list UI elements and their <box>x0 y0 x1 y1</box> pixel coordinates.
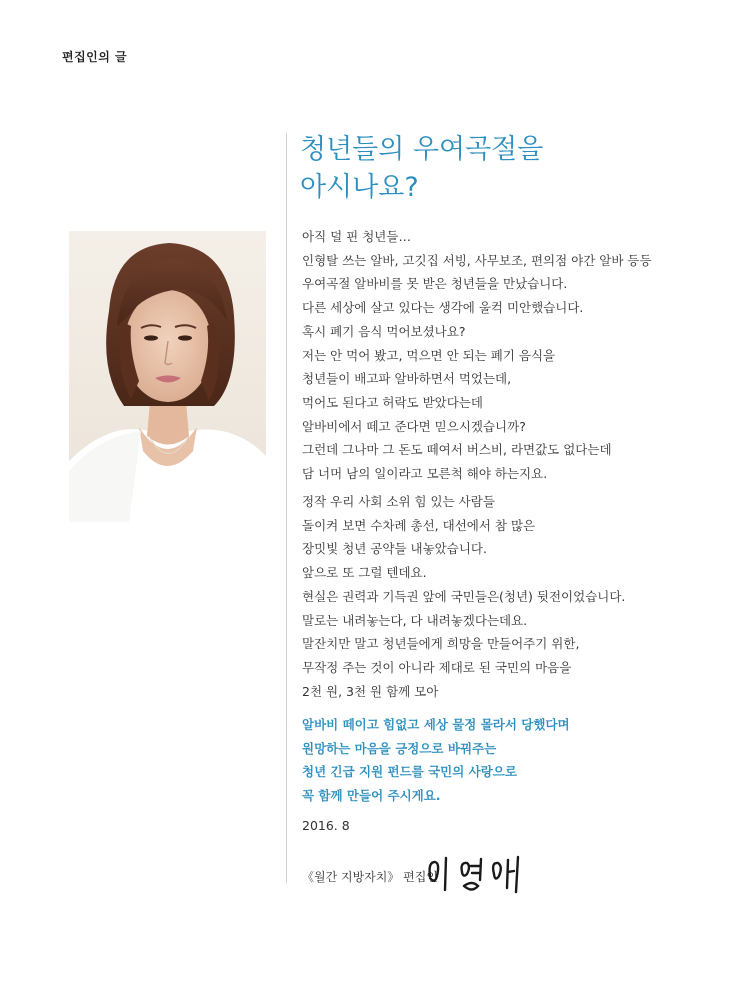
paragraph-line: 장밋빛 청년 공약들 내놓았습니다. <box>302 541 487 557</box>
highlight-line: 원망하는 마음을 긍정으로 바꿔주는 <box>302 740 497 756</box>
paragraph-line: 말잔치만 말고 청년들에게 희망을 만들어주기 위한, <box>302 636 580 652</box>
paragraph-line: 아직 덜 핀 청년들… <box>302 229 411 244</box>
signature-label: 《월간 지방자치》 편집인 <box>302 870 438 884</box>
paragraph-line: 돌이켜 보면 수차례 총선, 대선에서 참 많은 <box>302 517 536 533</box>
paragraph-line: 청년들이 배고파 알바하면서 먹었는데, <box>302 371 512 387</box>
title-line-1: 청년들의 우여곡절을 <box>300 134 544 165</box>
paragraph-line: 말로는 내려놓는다, 다 내려놓겠다는데요. <box>302 612 528 628</box>
paragraph-line: 담 너머 남의 일이라고 모른척 해야 하는지요. <box>302 466 548 482</box>
date: 2016. 8 <box>302 818 350 833</box>
paragraph-line: 정작 우리 사회 소위 힘 있는 사람들 <box>302 494 495 509</box>
highlight-line: 청년 긴급 지원 펀드를 국민의 사랑으로 <box>302 764 517 780</box>
handwritten-signature <box>426 854 536 896</box>
divider-line <box>286 133 287 883</box>
paragraph-line: 현실은 권력과 기득권 앞에 국민들은(청년) 뒷전이었습니다. <box>302 588 626 604</box>
paragraph-line: 먹어도 된다고 허락도 받았다는데 <box>302 394 483 410</box>
highlight-paragraph <box>302 713 570 808</box>
paragraph-line: 무작정 주는 것이 아니라 제대로 된 국민의 마음을 <box>302 659 572 675</box>
paragraph-line: 알바비에서 떼고 준다면 믿으시겠습니까? <box>302 418 526 434</box>
article-title <box>300 131 700 207</box>
section-label: 편집인의 글 <box>62 50 128 64</box>
author-photo <box>69 231 266 522</box>
paragraph-line: 혹시 폐기 음식 먹어보셨나요? <box>302 323 466 339</box>
paragraph-line: 우여곡절 알바비를 못 받은 청년들을 만났습니다. <box>302 276 568 292</box>
paragraph-1 <box>302 225 652 486</box>
paragraph-line: 저는 안 먹어 봤고, 먹으면 안 되는 폐기 음식을 <box>302 347 556 363</box>
paragraph-line: 2천 원, 3천 원 함께 모아 <box>302 683 439 699</box>
highlight-line: 알바비 떼이고 힘없고 세상 물정 몰라서 당했다며 <box>302 717 570 732</box>
title-line-2: 아시나요? <box>300 172 419 203</box>
paragraph-line: 그런데 그나마 그 돈도 떼여서 버스비, 라면값도 없다는데 <box>302 442 612 458</box>
paragraph-line: 인형탈 쓰는 알바, 고깃집 서빙, 사무보조, 편의점 야간 알바 등등 <box>302 252 652 268</box>
highlight-line: 꼭 함께 만들어 주시게요. <box>302 788 441 804</box>
paragraph-line: 다른 세상에 살고 있다는 생각에 울컥 미안했습니다. <box>302 300 584 316</box>
paragraph-line: 앞으로 또 그럴 텐데요. <box>302 565 427 581</box>
paragraph-2 <box>302 490 625 703</box>
